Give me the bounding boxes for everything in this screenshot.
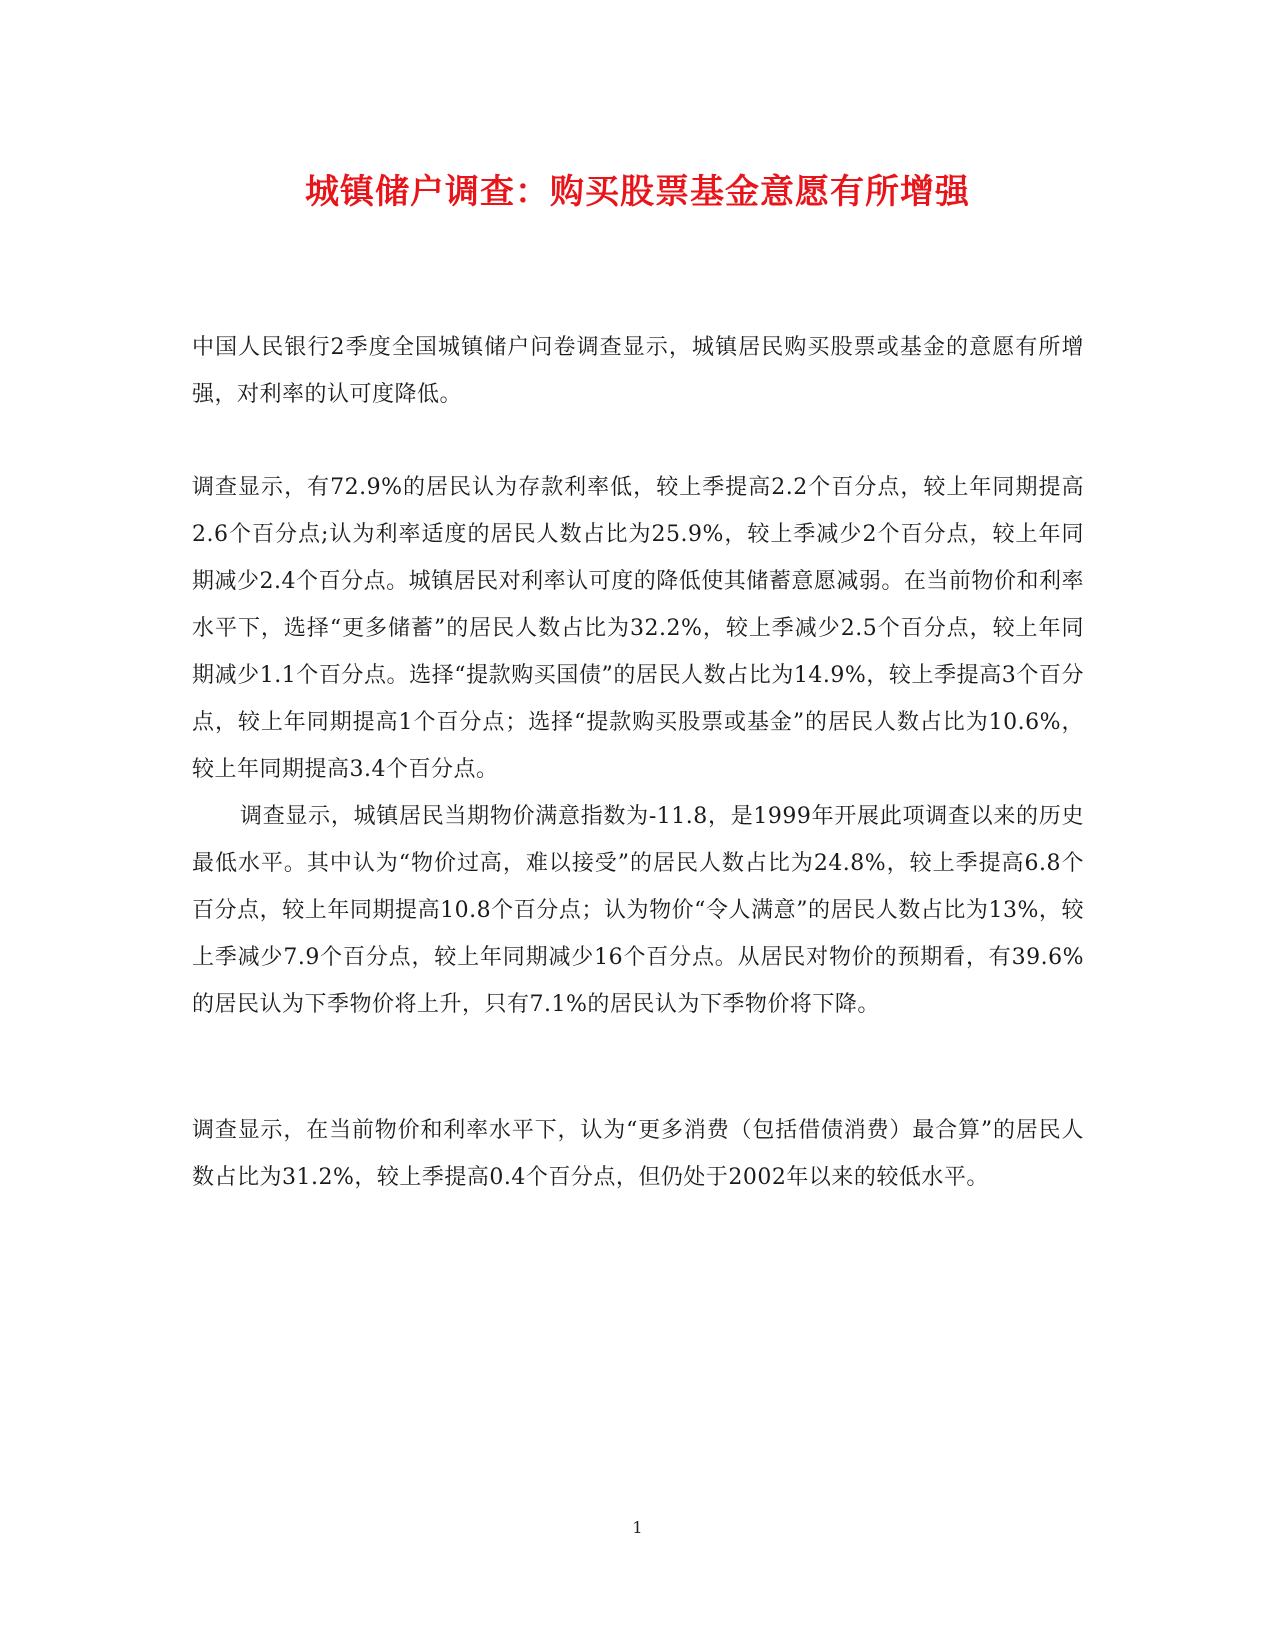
paragraph-intro: 中国人民银行2季度全国城镇储户问卷调查显示，城镇居民购买股票或基金的意愿有所增强，对利率的认可度降低。 (192, 335, 1084, 407)
document-title: 城镇储户调查：购买股票基金意愿有所增强 (305, 172, 970, 212)
paragraph-interest-rate: 调查显示，有72.9%的居民认为存款利率低，较上季提高2.2个百分点，较上年同期提高2.6个百分点;认为利率适度的居民人数占比为25.9%，较上季减少2个百分点，较上年同期减少2.4个百分点。城镇居民对利率认可度的降低使其储蓄意愿减弱。在当前物价和利率水平下，选择“更多储蓄”的居民人数占比为32.2%，较上季减少2.5个百分点，较上年同期减少1.1个百分点。选择“提款购买国债”的居民人数占比为14.9%，较上季提高3个百分点，较上年同期提高1个百分点；选择“提款购买股票或基金”的居民人数占比为10.6%，较上年同期提高3.4个百分点。 (192, 475, 1084, 782)
paragraph-price-satisfaction: 调查显示，城镇居民当期物价满意指数为-11.8，是1999年开展此项调查以来的历史最低水平。其中认为“物价过高，难以接受”的居民人数占比为24.8%，较上季提高6.8个百分点，较上年同期提高10.8个百分点；认为物价“令人满意”的居民人数占比为13%，较上季减少7.9个百分点，较上年同期减少16个百分点。从居民对物价的预期看，有39.6%的居民认为下季物价将上升，只有7.1%的居民认为下季物价将下降。 (192, 804, 1084, 1017)
paragraph-consumption: 调查显示，在当前物价和利率水平下，认为“更多消费（包括借债消费）最合算”的居民人数占比为31.2%，较上季提高0.4个百分点，但仍处于2002年以来的较低水平。 (192, 1118, 1084, 1190)
page-number: 1 (632, 1518, 643, 1537)
